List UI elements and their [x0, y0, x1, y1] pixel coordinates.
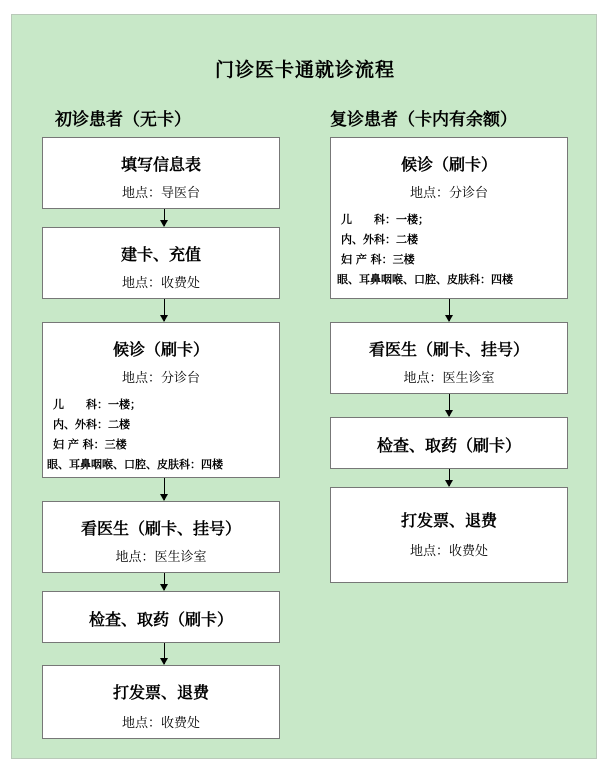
right-step-waiting: [330, 137, 568, 299]
step-location: 地点：收费处: [121, 276, 200, 291]
step-location: 地点：医生诊室: [115, 550, 207, 565]
step-location: 地点：医生诊室: [403, 371, 495, 386]
department-floor: 妇 产 科：三楼: [341, 253, 415, 266]
left-step-exam-medicine: [42, 591, 280, 643]
flowchart-frame: [11, 14, 597, 759]
right-step-see-doctor: [330, 322, 568, 394]
department-floor: 内、外科：二楼: [53, 418, 130, 431]
right-column-heading: 复诊患者（卡内有余额）: [330, 110, 517, 130]
step-name: 检查、取药（刷卡）: [376, 436, 521, 455]
flow-arrow: [449, 299, 450, 321]
step-name: 候诊（刷卡）: [400, 155, 497, 174]
step-location: 地点：收费处: [409, 544, 488, 559]
page-title: 门诊医卡通就诊流程: [214, 59, 395, 81]
flow-arrow: [449, 394, 450, 416]
step-location: 地点：分诊台: [409, 186, 488, 201]
left-step-invoice-refund: [42, 665, 280, 739]
step-location: 地点：分诊台: [121, 371, 200, 386]
left-step-fill-form: [42, 137, 280, 209]
step-name: 建卡、充值: [120, 245, 201, 264]
department-floor: 内、外科：二楼: [341, 233, 418, 246]
step-name: 候诊（刷卡）: [112, 340, 209, 359]
flow-arrow: [164, 573, 165, 590]
step-name: 看医生（刷卡、挂号）: [80, 519, 241, 538]
step-location: 地点：导医台: [121, 186, 200, 201]
left-column-heading: 初诊患者（无卡）: [55, 110, 191, 130]
right-step-invoice-refund: [330, 487, 568, 583]
step-name: 看医生（刷卡、挂号）: [368, 340, 529, 359]
step-name: 检查、取药（刷卡）: [88, 610, 233, 629]
step-name: 填写信息表: [120, 155, 201, 174]
flow-arrow: [449, 469, 450, 486]
department-floor: 儿 科：一楼；: [53, 398, 141, 411]
department-floor: 儿 科：一楼；: [341, 213, 429, 226]
flow-arrow: [164, 209, 165, 226]
flow-arrow: [164, 299, 165, 321]
step-name: 打发票、退费: [400, 511, 497, 530]
department-floor: 妇 产 科：三楼: [53, 438, 127, 451]
step-location: 地点：收费处: [121, 716, 200, 731]
left-step-waiting: [42, 322, 280, 478]
flow-arrow: [164, 478, 165, 500]
department-floor: 眼、耳鼻咽喉、口腔、皮肤科：四楼: [47, 458, 223, 471]
right-step-exam-medicine: [330, 417, 568, 469]
left-step-create-card: [42, 227, 280, 299]
left-step-see-doctor: [42, 501, 280, 573]
step-name: 打发票、退费: [112, 683, 209, 702]
flow-arrow: [164, 643, 165, 664]
department-floor: 眼、耳鼻咽喉、口腔、皮肤科：四楼: [337, 273, 513, 286]
